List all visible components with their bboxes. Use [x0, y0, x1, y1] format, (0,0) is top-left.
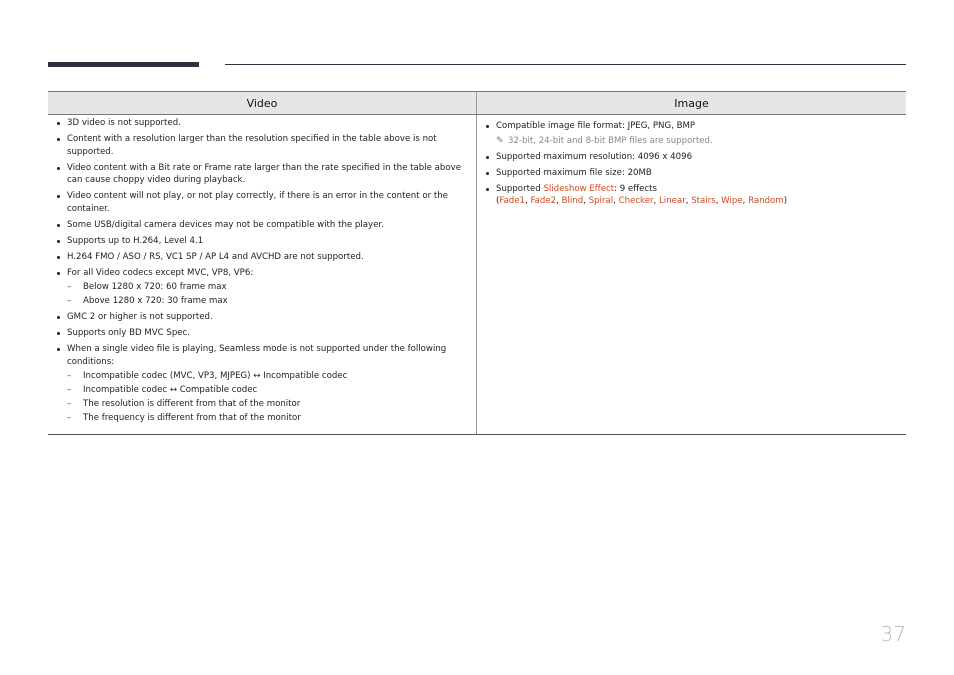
list-item	[56, 235, 468, 248]
sub-list-item: – Incompatible codec ↔ Compatible codec	[67, 384, 468, 397]
spec-table	[48, 91, 906, 435]
slideshow-effect-name: Fade1	[499, 196, 525, 206]
max-resolution-text: Supported maximum resolution: 4096 x 4096	[496, 151, 693, 162]
slideshow-effect-name: Blind	[561, 196, 584, 206]
max-filesize-text: Supported maximum file size: 20MB	[496, 167, 652, 178]
list-item	[56, 190, 468, 215]
video-notes-list	[56, 117, 468, 425]
list-item	[56, 311, 468, 324]
slideshow-effect-name: Stairs	[691, 196, 716, 206]
video-note-text: When a single video file is playing, Seamless mode is not supported under the following conditions:	[67, 344, 447, 367]
bmp-note-text: 32-bit, 24-bit and 8-bit BMP files are supported.	[508, 135, 713, 146]
list-item	[56, 267, 468, 308]
slideshow-effect-name: Linear	[659, 196, 686, 206]
video-cell	[48, 115, 477, 435]
page-number: 37	[880, 622, 906, 646]
slideshow-effect-name: Random	[748, 196, 784, 206]
image-notes-list	[485, 120, 898, 208]
video-note-text: H.264 FMO / ASO / RS, VC1 SP / AP L4 and AVCHD are not supported.	[67, 251, 364, 262]
video-column-header: Video	[48, 92, 477, 115]
sub-list-item: – Incompatible codec (MVC, VP3, MJPEG) ↔ Incompatible codec	[67, 370, 468, 383]
list-item	[56, 219, 468, 232]
video-note-text: 3D video is not supported.	[67, 118, 181, 128]
table-row	[48, 115, 906, 435]
list-item	[485, 167, 898, 180]
video-note-text: Supports up to H.264, Level 4.1	[67, 235, 204, 246]
video-note-text: Video content will not play, or not play correctly, if there is an error in the content or the container.	[67, 191, 448, 214]
video-note-text: Content with a resolution larger than the resolution specified in the table above is not supported.	[67, 134, 437, 157]
pencil-note-icon: ✎	[496, 135, 504, 146]
image-column-header: Image	[477, 92, 907, 115]
list-item	[56, 327, 468, 340]
table-header-row	[48, 92, 906, 115]
video-note-text: For all Video codecs except MVC, VP8, VP6:	[67, 267, 254, 278]
list-item	[56, 251, 468, 264]
bmp-note	[496, 135, 898, 148]
slideshow-effect-name: Spiral	[588, 196, 614, 206]
video-note-text: Video content with a Bit rate or Frame rate larger than the rate specified in the table above can cause choppy video during playback.	[67, 162, 461, 185]
header-bar-thick	[48, 62, 199, 67]
video-note-text: GMC 2 or higher is not supported.	[67, 312, 213, 322]
video-note-text: Some USB/digital camera devices may not be compatible with the player.	[67, 219, 384, 230]
list-item	[56, 117, 468, 130]
slideshow-prefix: Supported	[496, 183, 544, 194]
header-rule	[225, 64, 906, 65]
list-item	[485, 151, 898, 164]
list-item	[56, 162, 468, 187]
list-item	[56, 343, 468, 425]
sub-list-item: – Below 1280 x 720: 60 frame max	[67, 281, 468, 294]
image-cell	[477, 115, 907, 435]
list-item	[485, 183, 898, 208]
sub-list	[67, 370, 468, 425]
slideshow-effect-link: Slideshow Effect	[543, 183, 615, 194]
video-note-text: Supports only BD MVC Spec.	[67, 328, 191, 338]
slideshow-effect-name: Wipe	[721, 196, 743, 206]
image-format-text: Compatible image file format: JPEG, PNG, BMP	[496, 121, 696, 131]
sub-list-item: – The resolution is different from that of the monitor	[67, 398, 468, 411]
slideshow-effect-name: Checker	[618, 196, 654, 206]
slideshow-effect-name: Fade2	[530, 196, 557, 206]
list-item	[485, 120, 898, 147]
sub-list-item: – Above 1280 x 720: 30 frame max	[67, 295, 468, 308]
slideshow-suffix: : 9 effects	[614, 183, 658, 194]
slideshow-effects-list: (Fade1, Fade2, Blind, Spiral, Checker, Linear, Stairs, Wipe, Random)	[496, 196, 788, 206]
list-item	[56, 133, 468, 158]
sub-list	[67, 281, 468, 308]
sub-list-item: – The frequency is different from that of the monitor	[67, 412, 468, 425]
